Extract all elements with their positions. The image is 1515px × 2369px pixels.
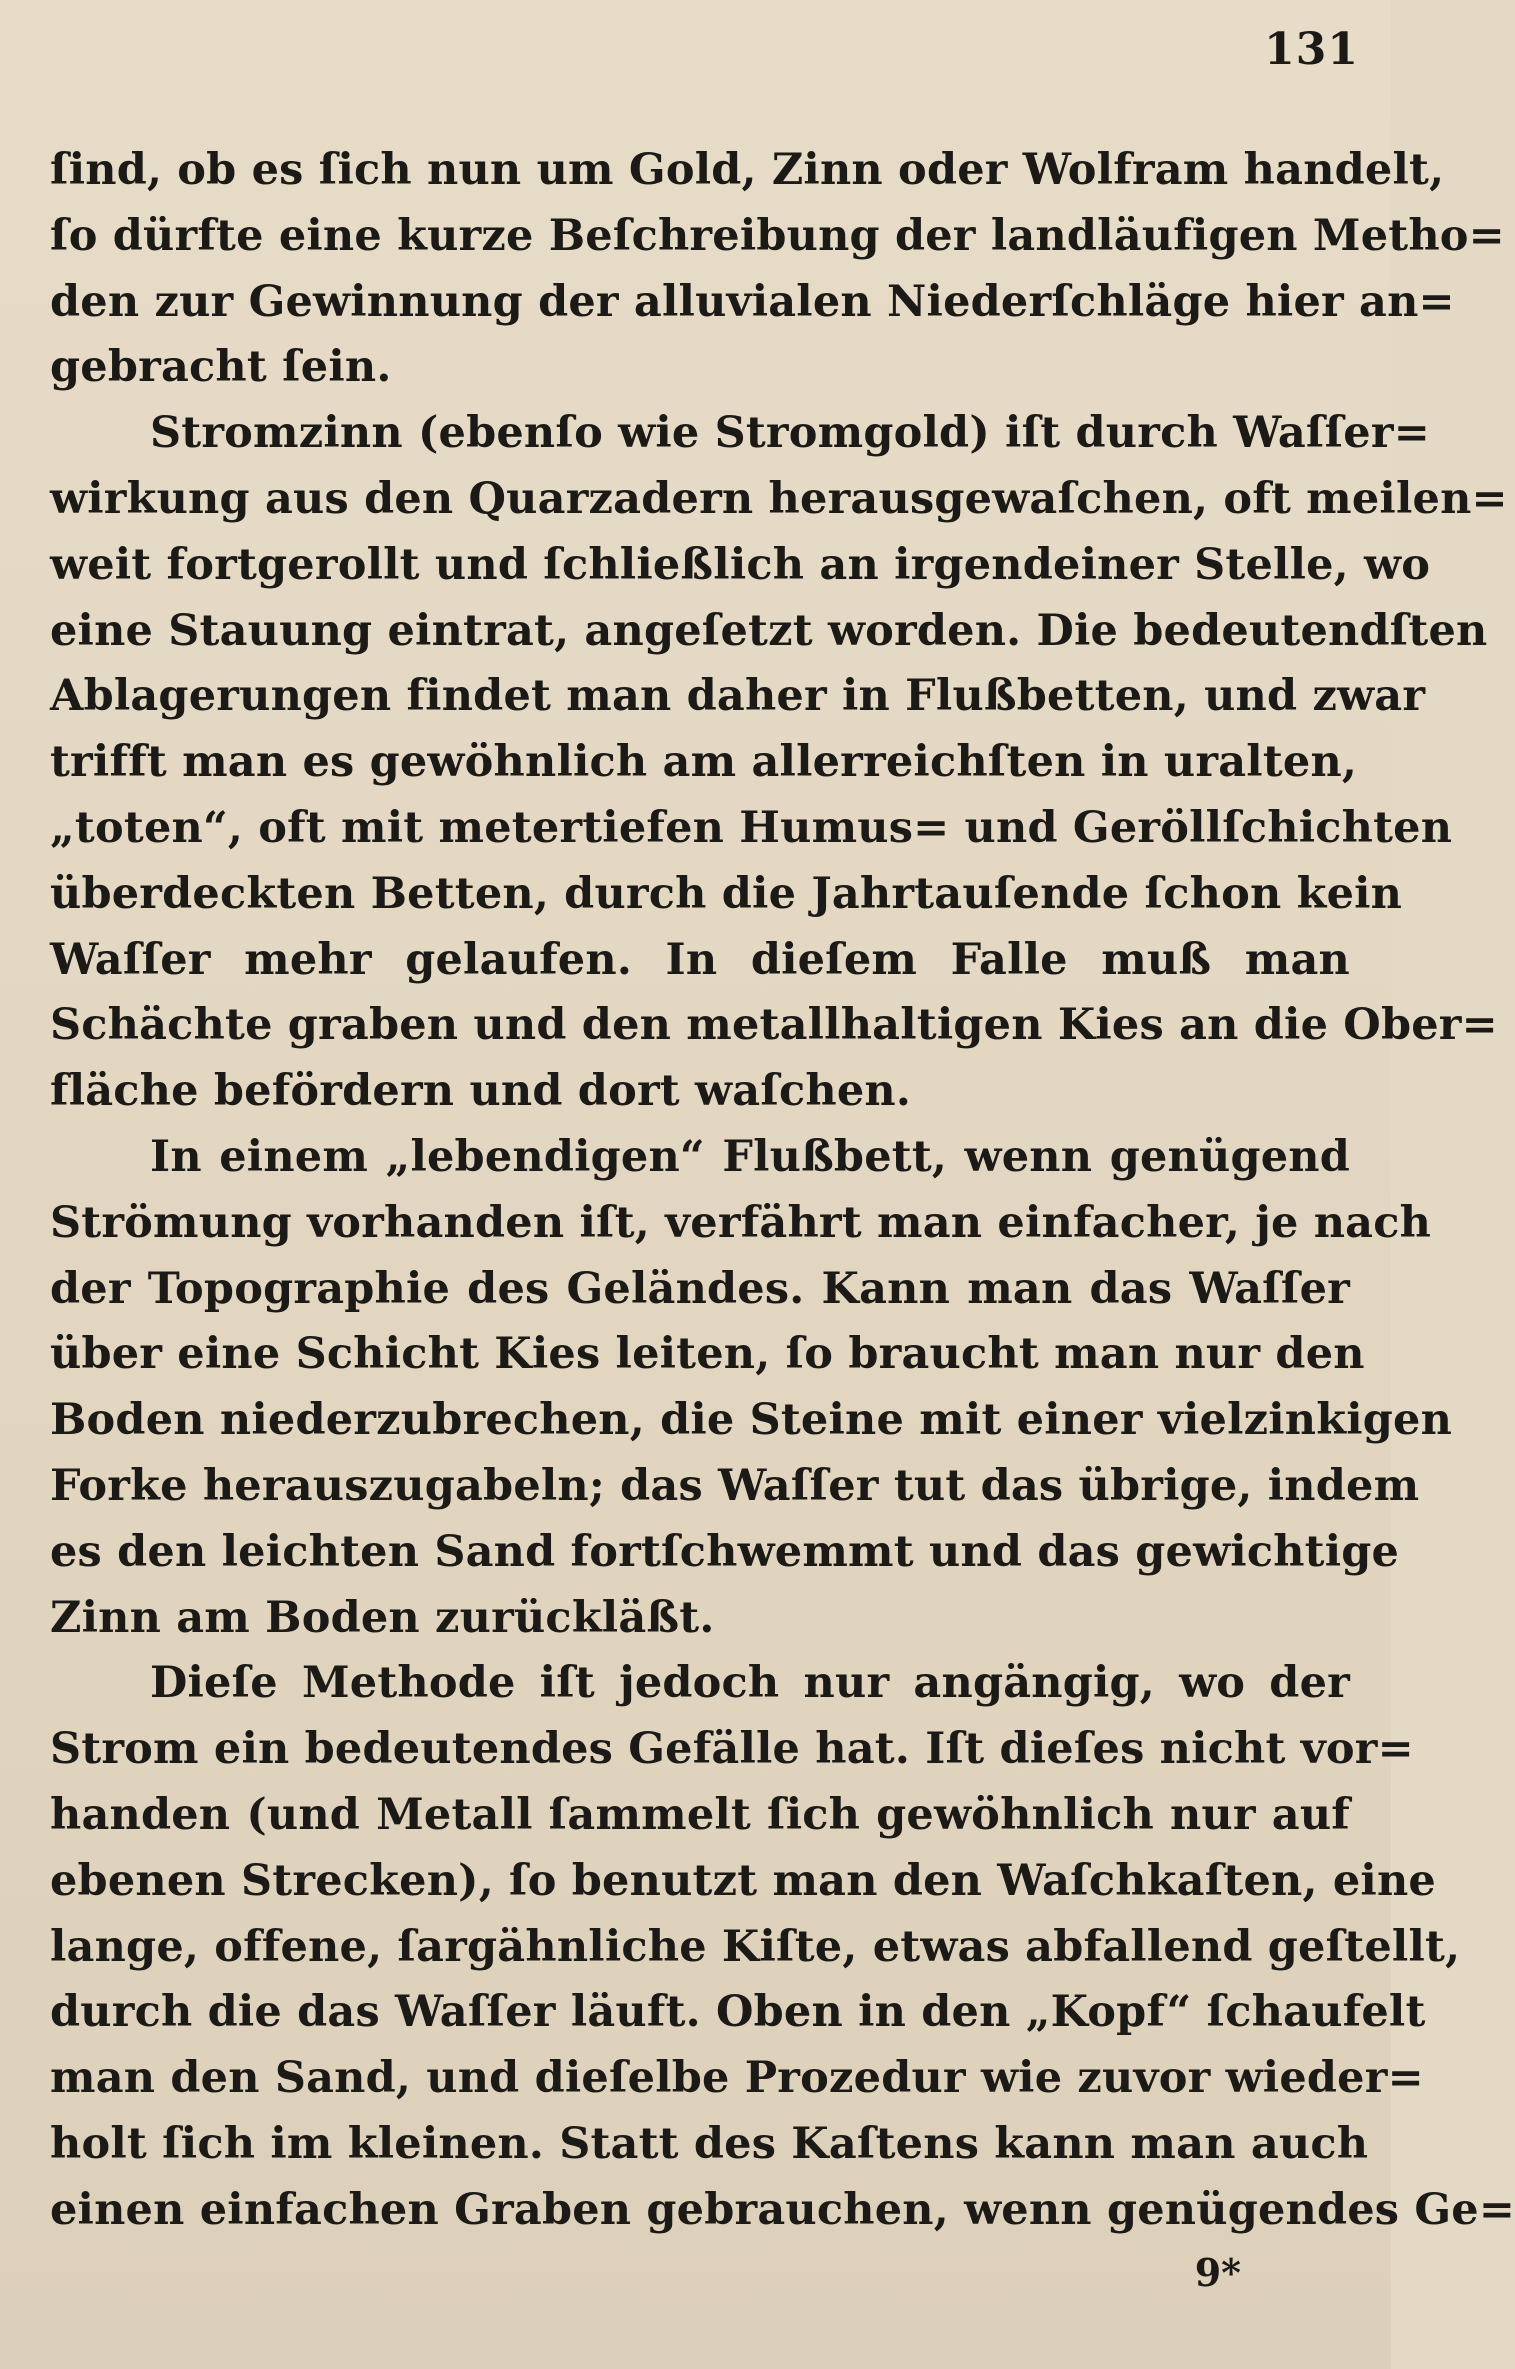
text-line: der Topographie des Geländes. Kann man das Waſſer [50,1263,1350,1314]
page-number: 131 [1264,24,1359,75]
text-line: In einem „lebendigen“ Flußbett, wenn genügend [150,1131,1350,1182]
printer-signature: 9* [1194,2250,1241,2295]
text-line: überdeckten Betten, durch die Jahrtauſende ſchon kein [50,868,1403,919]
text-line: ebenen Strecken), ſo benutzt man den Waſchkaſten, eine [50,1855,1436,1906]
text-line: einen einfachen Graben gebrauchen, wenn genügendes Ge= [50,2184,1515,2235]
text-line: „toten“, oft mit metertiefen Humus= und Geröllſchichten [50,802,1453,853]
text-line: eine Stauung eintrat, angeſetzt worden. Die bedeutendſten [50,605,1488,656]
text-line: über eine Schicht Kies leiten, ſo braucht man nur den [50,1329,1365,1380]
text-line: Strom ein bedeutendes Gefälle hat. Iſt dieſes nicht vor= [50,1724,1414,1775]
text-line: durch die das Waſſer läuft. Oben in den „Kopf“ ſchaufelt [50,1987,1426,2038]
text-line: man den Sand, und dieſelbe Prozedur wie zuvor wieder= [50,2053,1424,2104]
text-line: Boden niederzubrechen, die Steine mit einer vielzinkigen [50,1395,1453,1446]
text-line: Schächte graben und den metallhaltigen Kies an die Ober= [50,1000,1498,1051]
text-line: Dieſe Methode iſt jedoch nur angängig, wo der [150,1658,1350,1709]
text-line: trifft man es gewöhnlich am allerreichſten in uralten, [50,737,1358,788]
text-line: ſo dürfte eine kurze Beſchreibung der landläufigen Metho= [50,210,1505,261]
text-line: gebracht ſein. [50,342,392,393]
text-line: wirkung aus den Quarzadern herausgewaſchen, oft meilen= [50,473,1508,524]
text-line: holt ſich im kleinen. Statt des Kaſtens kann man auch [50,2118,1369,2169]
body-text [50,138,1515,2244]
text-line: Forke herauszugabeln; das Waſſer tut das übrige, indem [50,1460,1420,1511]
text-line: Stromzinn (ebenſo wie Stromgold) iſt durch Waſſer= [150,408,1430,459]
text-line: ſind, ob es ſich nun um Gold, Zinn oder Wolfram handelt, [50,145,1445,195]
text-line: Strömung vorhanden iſt, verfährt man einfacher, je nach [50,1197,1432,1248]
text-line: Waſſer mehr gelaufen. In dieſem Falle muß man [50,934,1350,985]
text-line: lange, offene, ſargähnliche Kiſte, etwas abfallend geſtellt, [50,1921,1461,1972]
text-line: weit fortgerollt und ſchließlich an irgendeiner Stelle, wo [50,539,1431,590]
text-line: den zur Gewinnung der alluvialen Niederſchläge hier an= [50,276,1455,327]
text-line: handen (und Metall ſammelt ſich gewöhnlich nur auf [50,1789,1350,1840]
text-line: fläche befördern und dort waſchen. [50,1066,912,1117]
text-line: es den leichten Sand fortſchwemmt und das gewichtige [50,1526,1400,1577]
text-line: Ablagerungen findet man daher in Flußbetten, und zwar [50,671,1426,722]
text-line: Zinn am Boden zurückläßt. [50,1592,715,1643]
